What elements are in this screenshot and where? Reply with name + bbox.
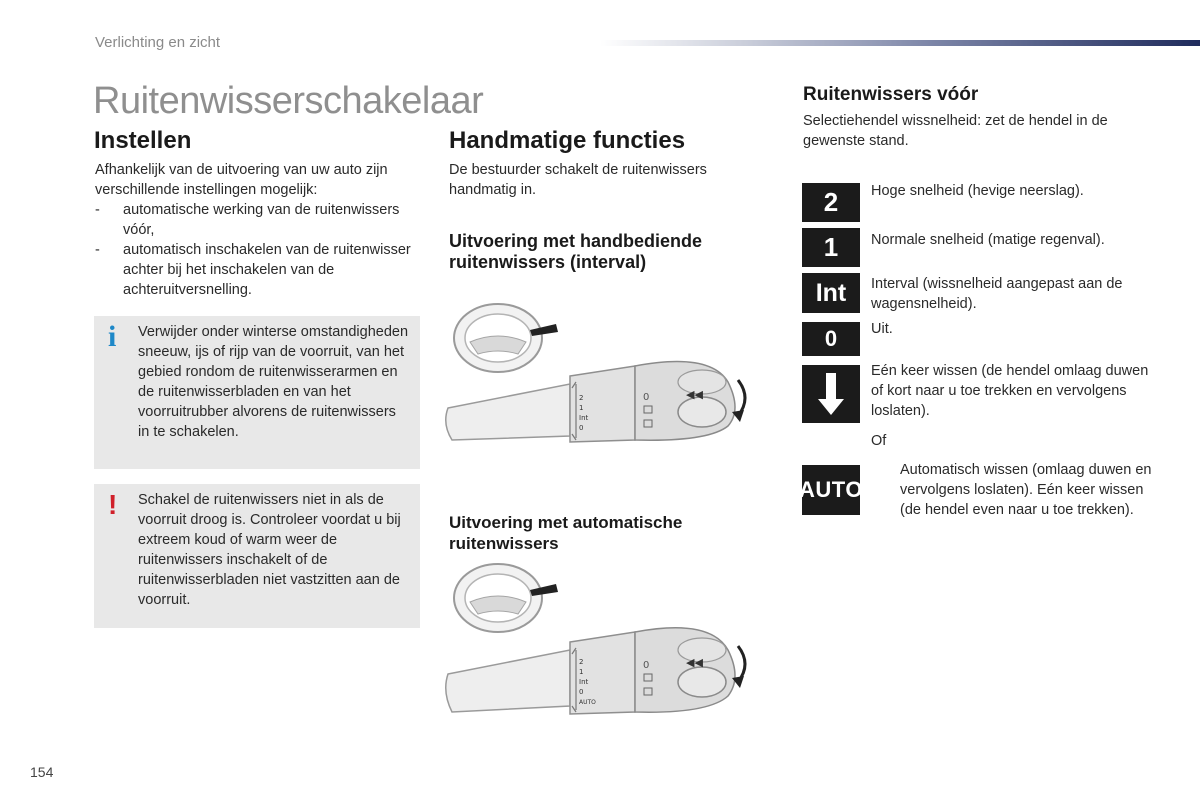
bullet-item: - automatische werking van de ruitenwissers vóór,: [95, 200, 425, 240]
mode-symbol-2: 2: [802, 183, 860, 222]
bullet-item: - automatisch inschakelen van de ruitenwisser achter bij het inschakelen van de achteruitversnelling.: [95, 240, 425, 300]
steering-wheel-icon: [454, 304, 558, 372]
mode-text-single-wipe: Eén keer wissen (de hendel omlaag duwen of kort naar u toe trekken en vervolgens loslaten).: [871, 363, 1149, 419]
info-notice: [94, 316, 420, 469]
warning-icon: !: [108, 489, 118, 520]
lever-illustration-auto: [440, 556, 770, 731]
mode-symbol-0: 0: [802, 322, 860, 356]
voor-intro: Selectiehendel wissnelheid: zet de hendel in de gewenste stand.: [803, 113, 1108, 149]
wiper-lever: [446, 362, 735, 442]
mode-symbol-int: Int: [802, 273, 860, 313]
lever-mark-2: 2: [579, 394, 584, 402]
mode-symbol-auto: AUTO: [802, 465, 860, 515]
heading-interval-version: Uitvoering met handbediende ruitenwissers (interval): [449, 231, 703, 272]
info-note-text: Verwijder onder winterse omstandigheden sneeuw, ijs of rijp van de voorruit, van het gebied rondom de ruitenwisserarmen en de ruitenwisserbladen en van het voorruitrubber alvorens de ruitenwissers in te schakelen.: [138, 324, 409, 440]
lever-mark-int: Int: [579, 678, 589, 686]
mode-text-auto: Automatisch wissen (omlaag duwen en vervolgens loslaten). Eén keer wissen (de hendel even naar u toe trekken).: [900, 462, 1152, 518]
svg-text:0: 0: [643, 660, 650, 671]
heading-voor: Ruitenwissers vóór: [803, 84, 979, 105]
lever-mark-1: 1: [579, 668, 584, 676]
heading-handmatig: Handmatige functies: [449, 127, 686, 154]
info-icon: i: [108, 320, 117, 353]
handmatig-intro: De bestuurder schakelt de ruitenwissers handmatig in.: [449, 162, 707, 198]
instellen-intro: Afhankelijk van de uitvoering van uw auto zijn verschillende instellingen mogelijk:: [95, 162, 388, 198]
page-number: 154: [30, 764, 54, 780]
lever-mark-0: 0: [579, 424, 584, 432]
warning-note-text: Schakel de ruitenwissers niet in als de voorruit droog is. Controleer voordat u bij extreem koud of warm weer de ruitenwissers inschakelt of de ruitenwisserbladen niet vastzitten aan de voorruit.: [138, 492, 401, 608]
or-label: Of: [871, 433, 887, 449]
heading-auto-version: Uitvoering met automatische ruitenwissers: [449, 513, 683, 553]
page-title: Ruitenwisserschakelaar: [93, 80, 484, 122]
wiper-lever: [446, 628, 735, 714]
header-bar: [600, 40, 1200, 46]
lever-mark-0: 0: [579, 688, 584, 696]
single-wipe-arrow-icon: [802, 365, 860, 423]
lever-mark-1: 1: [579, 404, 584, 412]
mode-text-int: Interval (wissnelheid aangepast aan de wagensnelheid).: [871, 276, 1123, 312]
lever-mark-2: 2: [579, 658, 584, 666]
lever-illustration-interval: [440, 290, 770, 460]
steering-wheel-icon: [454, 564, 558, 632]
svg-text:0: 0: [643, 392, 650, 403]
mode-text-2: Hoge snelheid (hevige neerslag).: [871, 183, 1084, 199]
section-label: Verlichting en zicht: [95, 34, 221, 51]
instellen-bullets: [95, 200, 425, 300]
svg-text:◀◀: ◀◀: [686, 388, 703, 401]
mode-symbol-1: 1: [802, 228, 860, 267]
lever-mark-auto: AUTO: [579, 699, 596, 706]
svg-text:◀◀: ◀◀: [686, 656, 703, 669]
lever-mark-int: Int: [579, 414, 589, 422]
mode-text-0: Uit.: [871, 321, 893, 337]
mode-text-1: Normale snelheid (matige regenval).: [871, 232, 1105, 248]
heading-instellen: Instellen: [94, 127, 192, 154]
warning-notice: [94, 484, 420, 628]
